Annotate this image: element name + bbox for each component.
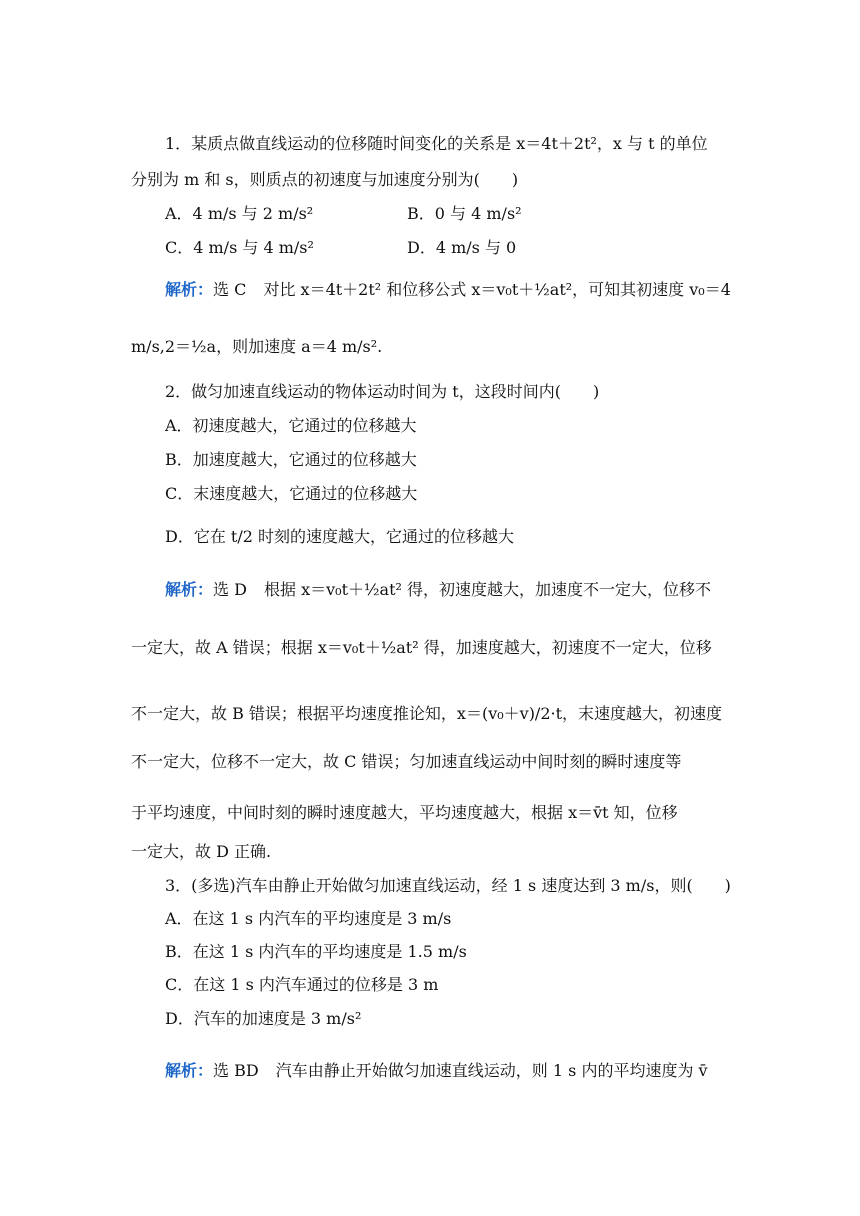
q1-analysis-line1 — [165, 280, 731, 300]
q1-option-b: B．0 与 4 m/s² — [407, 204, 522, 223]
q2-option-b: B．加速度越大，它通过的位移越大 — [165, 450, 417, 469]
q3-analysis-line1 — [165, 1061, 708, 1081]
q1-option-c: C．4 m/s 与 4 m/s² — [165, 238, 314, 257]
q3-stem: 3．(多选)汽车由静止开始做匀加速直线运动，经 1 s 速度达到 3 m/s，则( ) — [165, 876, 731, 895]
q1-option-a: A．4 m/s 与 2 m/s² — [165, 204, 314, 223]
q2-analysis-line2: 一定大，故 A 错误；根据 x＝v₀t＋½at² 得，加速度越大，初速度不一定大，位移 — [131, 638, 712, 657]
q3-option-c: C．在这 1 s 内汽车通过的位移是 3 m — [165, 975, 439, 994]
analysis-text: 根据 x＝v₀t＋½at² 得，初速度越大，加速度不一定大，位移不 — [264, 580, 712, 599]
q2-analysis-line1 — [165, 580, 711, 600]
q2-analysis-line3: 不一定大，故 B 错误；根据平均速度推论知，x＝(v₀＋v)/2·t，末速度越大，初速度 — [131, 704, 723, 723]
q2-analysis-line4: 不一定大，位移不一定大，故 C 错误；匀加速直线运动中间时刻的瞬时速度等 — [131, 752, 682, 771]
q2-option-a: A．初速度越大，它通过的位移越大 — [165, 416, 417, 435]
q2-option-d: D．它在 t/2 时刻的速度越大，它通过的位移越大 — [165, 527, 515, 546]
answer: 选 D — [213, 580, 247, 599]
analysis-text: 汽车由静止开始做匀加速直线运动，则 1 s 内的平均速度为 v̄ — [275, 1061, 708, 1080]
q1-stem-line2: 分别为 m 和 s，则质点的初速度与加速度分别为( ) — [131, 170, 519, 189]
q2-analysis-line6: 一定大，故 D 正确. — [131, 842, 272, 861]
q1-analysis-line2: m/s,2＝½a，则加速度 a＝4 m/s². — [131, 337, 383, 356]
analysis-label: 解析： — [165, 1061, 214, 1080]
q3-option-d: D．汽车的加速度是 3 m/s² — [165, 1009, 362, 1028]
answer: 选 C — [213, 280, 247, 299]
analysis-text: 对比 x＝4t＋2t² 和位移公式 x＝v₀t＋½at²，可知其初速度 v₀＝4 — [263, 280, 731, 299]
q3-option-a: A．在这 1 s 内汽车的平均速度是 3 m/s — [165, 909, 452, 928]
q2-analysis-line5: 于平均速度，中间时刻的瞬时速度越大，平均速度越大，根据 x＝v̄t 知，位移 — [131, 803, 678, 822]
q2-stem: 2．做匀加速直线运动的物体运动时间为 t，这段时间内( ) — [165, 382, 600, 401]
q1-option-d: D．4 m/s 与 0 — [407, 238, 517, 257]
q2-option-c: C．末速度越大，它通过的位移越大 — [165, 484, 418, 503]
analysis-label: 解析： — [165, 280, 214, 299]
q1-stem-line1: 1．某质点做直线运动的位移随时间变化的关系是 x＝4t＋2t²，x 与 t 的单位 — [165, 134, 708, 153]
analysis-label: 解析： — [165, 580, 214, 599]
answer: 选 BD — [213, 1061, 259, 1080]
q3-option-b: B．在这 1 s 内汽车的平均速度是 1.5 m/s — [165, 942, 467, 961]
